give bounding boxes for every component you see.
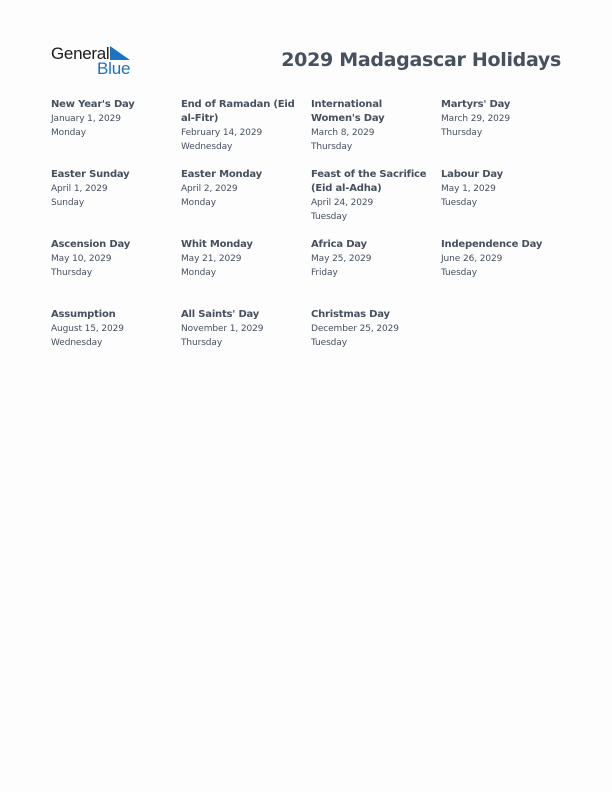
holiday-weekday: Tuesday [311, 212, 347, 222]
holiday-item [51, 308, 181, 378]
holiday-weekday: Monday [181, 198, 216, 208]
holiday-date: May 10, 2029 [51, 254, 112, 264]
holiday-item [311, 308, 441, 378]
holiday-date: March 8, 2029 [311, 128, 375, 138]
holiday-name: Assumption [51, 309, 116, 320]
holiday-name: All Saints' Day [181, 309, 260, 320]
holiday-date: February 14, 2029 [181, 128, 263, 138]
holiday-name: Easter Sunday [51, 169, 130, 180]
holiday-item [51, 98, 181, 168]
holiday-name: Easter Monday [181, 169, 262, 180]
logo-triangle-icon [110, 46, 130, 60]
logo-text-general: General [51, 44, 110, 63]
logo-text-blue: Blue [97, 59, 131, 78]
holiday-item [51, 168, 181, 238]
holiday-name: End of Ramadan (Eid al-Fitr) [181, 99, 295, 124]
holiday-name: Labour Day [441, 169, 503, 180]
holiday-weekday: Thursday [311, 142, 353, 152]
holiday-weekday: Thursday [51, 268, 93, 278]
holiday-date: January 1, 2029 [51, 114, 121, 124]
holiday-date: June 26, 2029 [441, 254, 503, 264]
holiday-item [311, 168, 441, 238]
holiday-item [311, 238, 441, 308]
holiday-date: April 24, 2029 [311, 198, 374, 208]
holiday-weekday: Wednesday [51, 338, 103, 348]
holiday-weekday: Tuesday [441, 198, 477, 208]
holiday-name: Ascension Day [51, 239, 131, 250]
holiday-name: Independence Day [441, 239, 543, 250]
holiday-grid [51, 98, 571, 378]
holiday-date: December 25, 2029 [311, 324, 399, 334]
holiday-name: Whit Monday [181, 239, 253, 250]
holiday-date: March 29, 2029 [441, 114, 510, 124]
holiday-item [181, 238, 311, 308]
holiday-weekday: Tuesday [441, 268, 477, 278]
holiday-weekday: Thursday [441, 128, 483, 138]
holiday-name: International Women's Day [311, 99, 385, 124]
holiday-weekday: Thursday [181, 338, 223, 348]
holiday-weekday: Friday [311, 268, 338, 278]
holiday-item [441, 238, 571, 308]
generalblue-logo [50, 44, 140, 78]
holiday-date: April 1, 2029 [51, 184, 108, 194]
holiday-item [181, 168, 311, 238]
holiday-date: November 1, 2029 [181, 324, 264, 334]
holiday-item [441, 168, 571, 238]
holiday-date: May 21, 2029 [181, 254, 242, 264]
holiday-name: Feast of the Sacrifice (Eid al-Adha) [311, 169, 427, 194]
holiday-name: New Year's Day [51, 99, 135, 110]
holiday-date: May 1, 2029 [441, 184, 496, 194]
holiday-weekday: Monday [51, 128, 86, 138]
holiday-name: Africa Day [311, 239, 367, 250]
holiday-weekday: Tuesday [311, 338, 347, 348]
holiday-weekday: Sunday [51, 198, 85, 208]
holiday-date: April 2, 2029 [181, 184, 238, 194]
holiday-item [181, 98, 311, 168]
holiday-date: August 15, 2029 [51, 324, 124, 334]
holiday-item [181, 308, 311, 378]
holiday-name: Christmas Day [311, 309, 390, 320]
holiday-item [311, 98, 441, 168]
holiday-item [51, 238, 181, 308]
holiday-name: Martyrs' Day [441, 99, 511, 110]
holiday-item [441, 98, 571, 168]
holiday-weekday: Wednesday [181, 142, 233, 152]
page-title: 2029 Madagascar Holidays [281, 49, 561, 71]
holiday-weekday: Monday [181, 268, 216, 278]
holiday-date: May 25, 2029 [311, 254, 372, 264]
